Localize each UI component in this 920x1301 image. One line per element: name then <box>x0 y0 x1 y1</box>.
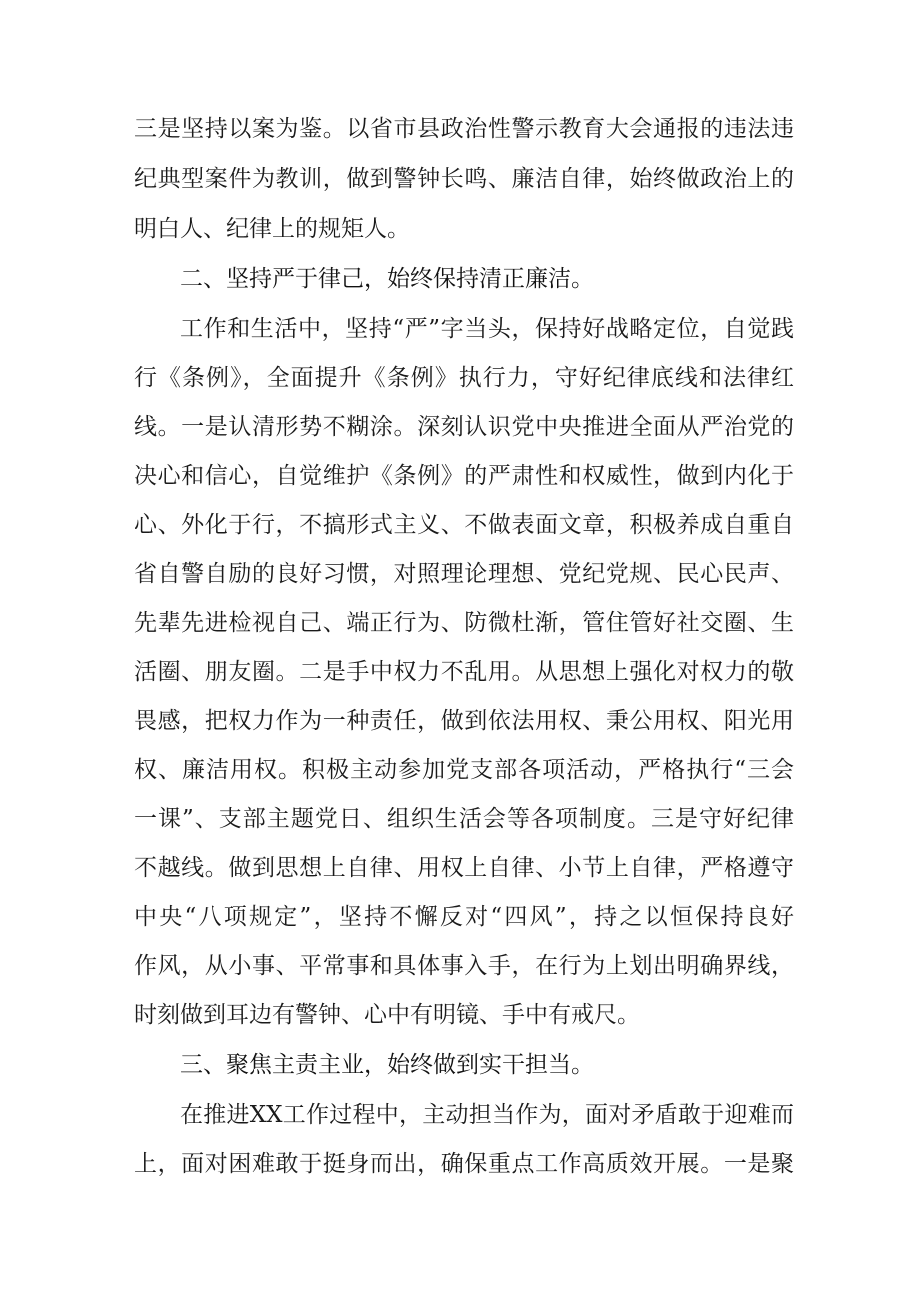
paragraph-line: 工作和生活中，坚持“严”字当头，保持好战略定位，自觉践 <box>180 316 794 342</box>
paragraph-line: 明白人、纪律上的规矩人。 <box>134 216 410 242</box>
paragraph-line: 先辈先进检视自己、端正行为、防微杜渐，管住管好社交圈、生 <box>134 610 794 636</box>
section-heading-3: 三、聚焦主责主业，始终做到实干担当。 <box>180 1052 594 1078</box>
paragraph-line: 在推进XX工作过程中，主动担当作为，面对矛盾敢于迎难而 <box>180 1102 794 1128</box>
paragraph-line: 纪典型案件为教训，做到警钟长鸣、廉洁自律，始终做政治上的 <box>134 166 794 192</box>
paragraph-line: 决心和信心，自觉维护《条例》的严肃性和权威性，做到内化于 <box>134 463 794 489</box>
paragraph-line: 省自警自励的良好习惯，对照理论理想、党纪党规、民心民声、 <box>134 561 794 587</box>
paragraph-line: 作风，从小事、平常事和具体事入手，在行为上划出明确界线， <box>134 953 794 979</box>
paragraph-line: 中央“八项规定”，坚持不懈反对“四风”，持之以恒保持良好 <box>134 904 794 930</box>
paragraph-line: 心、外化于行，不搞形式主义、不做表面文章，积极养成自重自 <box>134 512 794 538</box>
paragraph-line: 畏感，把权力作为一种责任，做到依法用权、秉公用权、阳光用 <box>134 708 794 734</box>
paragraph-line: 上，面对困难敢于挺身而出，确保重点工作高质效开展。一是聚 <box>134 1151 794 1177</box>
paragraph-line: 三是坚持以案为鉴。以省市县政治性警示教育大会通报的违法违 <box>134 116 794 142</box>
paragraph-line: 权、廉洁用权。积极主动参加党支部各项活动，严格执行“三会 <box>134 757 794 783</box>
paragraph-line: 一课”、支部主题党日、组织生活会等各项制度。三是守好纪律 <box>134 806 794 832</box>
paragraph-line: 不越线。做到思想上自律、用权上自律、小节上自律，严格遵守 <box>134 855 794 881</box>
paragraph-line: 活圈、朋友圈。二是手中权力不乱用。从思想上强化对权力的敬 <box>134 659 794 685</box>
paragraph-line: 线。一是认清形势不糊涂。深刻认识党中央推进全面从严治党的 <box>134 414 794 440</box>
section-heading-2: 二、坚持严于律己，始终保持清正廉洁。 <box>180 266 594 292</box>
paragraph-line: 行《条例》，全面提升《条例》执行力，守好纪律底线和法律红 <box>134 365 794 391</box>
paragraph-line: 时刻做到耳边有警钟、心中有明镜、手中有戒尺。 <box>134 1002 640 1028</box>
